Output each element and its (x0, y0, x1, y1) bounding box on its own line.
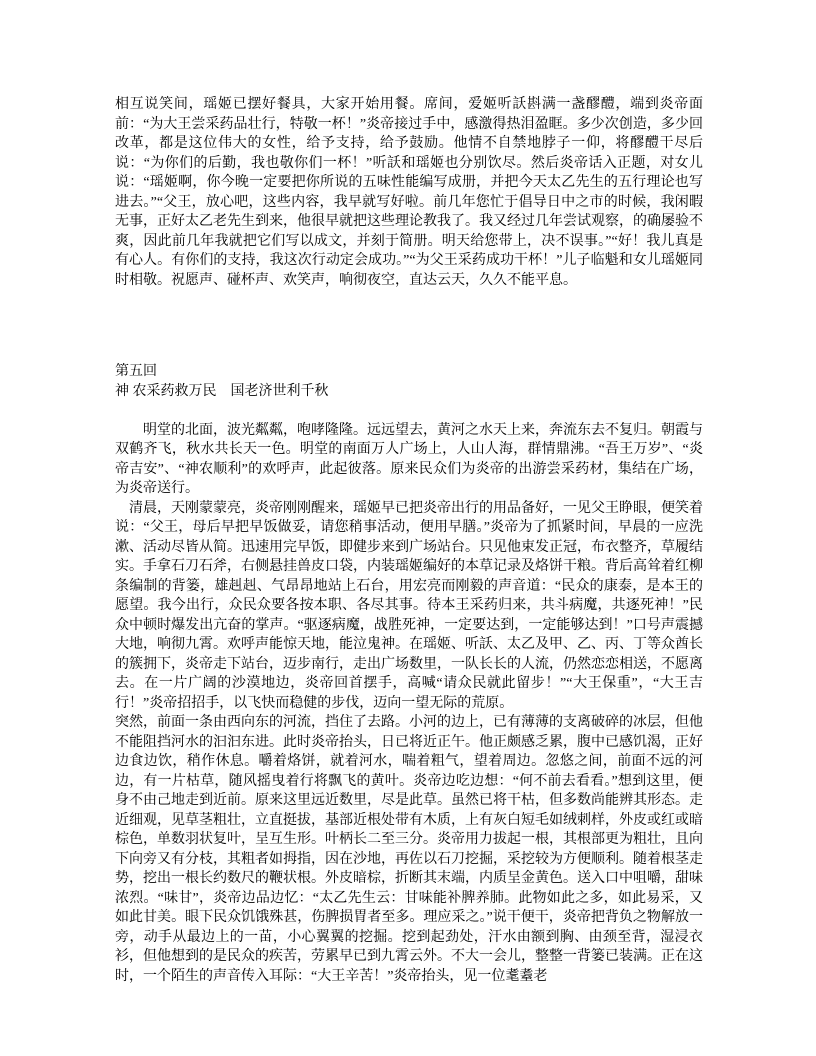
body-paragraph: 突然，前面一条由西向东的河流，挡住了去路。小河的边上，已有薄薄的支离破碎的冰层，但他不能阻挡河水的汩汩东进。此时炎帝抬头，日已将近正午。他正颇感乏累，腹中已感饥渴，正好边食边饮，稍作休息。嚼着烙饼，就着河水，喘着粗气，望着周边。忽悠之间，前面不远的河边，有一片枯草，随风摇曳着行将飘飞的黄叶。炎帝边吃边想：“何不前去看看。”想到这里，便身不由己地走到近前。原来这里远近数里，尽是此草。虽然已将干枯，但多数尚能辨其形态。走近细观，见草茎粗壮，立直挺拔，基部近根处带有木质，上有灰白短毛如绒刺样，外皮或红或暗棕色，单数羽状复叶，呈互生形。叶柄长二至三分。炎帝用力拔起一根，其根部更为粗壮，且向下向旁又有分枝，其粗者如拇指，因在沙地，再佐以石刀挖掘，采挖较为方便顺利。随着根茎走势，挖出一根长约数尺的鞭状根。外皮暗棕，折断其末端，内质呈金黄色。送入口中咀嚼，甜味浓烈。“味甘”，炎帝边品边忆：“太乙先生云：甘味能补脾养肺。此物如此之多，如此易采，又如此甘美。眼下民众饥饿殊甚，伤脾损胃者至多。理应采之。”说干便干，炎帝把背负之物解放一旁，动手从最边上的一苗，小心翼翼的挖掘。挖到起劲处，汗水由额到胸、由颈至背，湿浸衣衫，但他想到的是民众的疾苦，劳累早已到九霄云外。不大一会儿，整整一背篓已装满。正在这时，一个陌生的声音传入耳际：“大王辛苦！”炎帝抬头，见一位耄耋老 (115, 715, 703, 984)
chapter-number: 第五回 (115, 364, 157, 379)
body-paragraph: 明堂的北面，波光粼粼，咆哮隆隆。远远望去，黄河之水天上来，奔流东去不复归。朝霞与双鹤齐飞，秋水共长天一色。明堂的南面万人广场上，人山人海，群情鼎沸。“吾王万岁”、“炎帝吉安”、“神农顺利”的欢呼声，此起彼落。原来民众们为炎帝的出游尝采药材，集结在广场，为炎帝送行。 (115, 422, 703, 496)
chapter-body (115, 421, 703, 987)
opening-paragraph: 相互说笑间，瑶姬已摆好餐具，大家开始用餐。席间，爱姬听訞斟满一盏醪醴，端到炎帝面前：“为大王尝采药品壮行，特敬一杯！”炎帝接过手中，感激得热泪盈眶。多少次创造，多少回改革，都是这位伟大的女性，给予支持，给予鼓励。他情不自禁地脖子一仰，将醪醴干尽后说：“为你们的后勤，我也敬你们一杯！”听訞和瑶姬也分别饮尽。然后炎帝话入正题，对女儿说：“瑶姬啊，你今晚一定要把你所说的五味性能编写成册，并把今天太乙先生的五行理论也写进去。”“父王，放心吧，这些内容，我早就写好啦。前几年您忙于倡导日中之市的时候，我闲暇无事，正好太乙老先生到来，他很早就把这些理论教我了。我又经过几年尝试观察，的确屡验不爽，因此前几年我就把它们写以成文，并刻于简册。明天给您带上，决不误事。”“好！我儿真是有心人。有你们的支持，我这次行动定会成功。”“为父王采药成功干杯！”儿子临魁和女儿瑶姬同时相敬。祝愿声、碰杯声、欢笑声，响彻夜空，直达云天，久久不能平息。 (115, 97, 703, 288)
chapter-title: 神 农采药救万民 国老济世利千秋 (115, 383, 329, 399)
body-paragraph: 清晨，天刚蒙蒙亮，炎帝刚刚醒来，瑶姬早已把炎帝出行的用品备好，一见父王睁眼，便笑着说：“父王，母后早把早饭做妥，请您稍事活动，便用早膳。”炎帝为了抓紧时间，早晨的一应洗漱、活动尽皆从简。迅速用完早饭，即健步来到广场站台。只见他束发正冠，布衣整齐，草履结实。手拿石刀石斧，右侧悬挂兽皮口袋，内装瑶姬编好的本草记录及烙饼干粮。背后高耸着红柳条编制的背篓，雄赳赳、气昂昂地站上石台，用宏亮而刚毅的声音道：“民众的康泰，是本王的愿望。我今出行，众民众要各按本职、各尽其事。待本王采药归来，共斗病魔，共逐死神！”民众中顿时爆发出亢奋的掌声。“驱逐病魔，战胜死神，一定要达到，一定能够达到！”口号声震撼大地，响彻九霄。欢呼声能惊天地，能泣鬼神。在瑶姬、听訞、太乙及甲、乙、丙、丁等众酋长的簇拥下，炎帝走下站台，迈步南行，走出广场数里，一队长长的人流，仍然恋恋相送，不愿离去。在一片广阔的沙漠地边，炎帝回首摆手，高喊“请众民就此留步！”“大王保重”，“大王吉行！”炎帝招招手，以飞快而稳健的步伐，迈向一望无际的荒原。 (115, 500, 703, 711)
chapter-heading (115, 362, 703, 401)
